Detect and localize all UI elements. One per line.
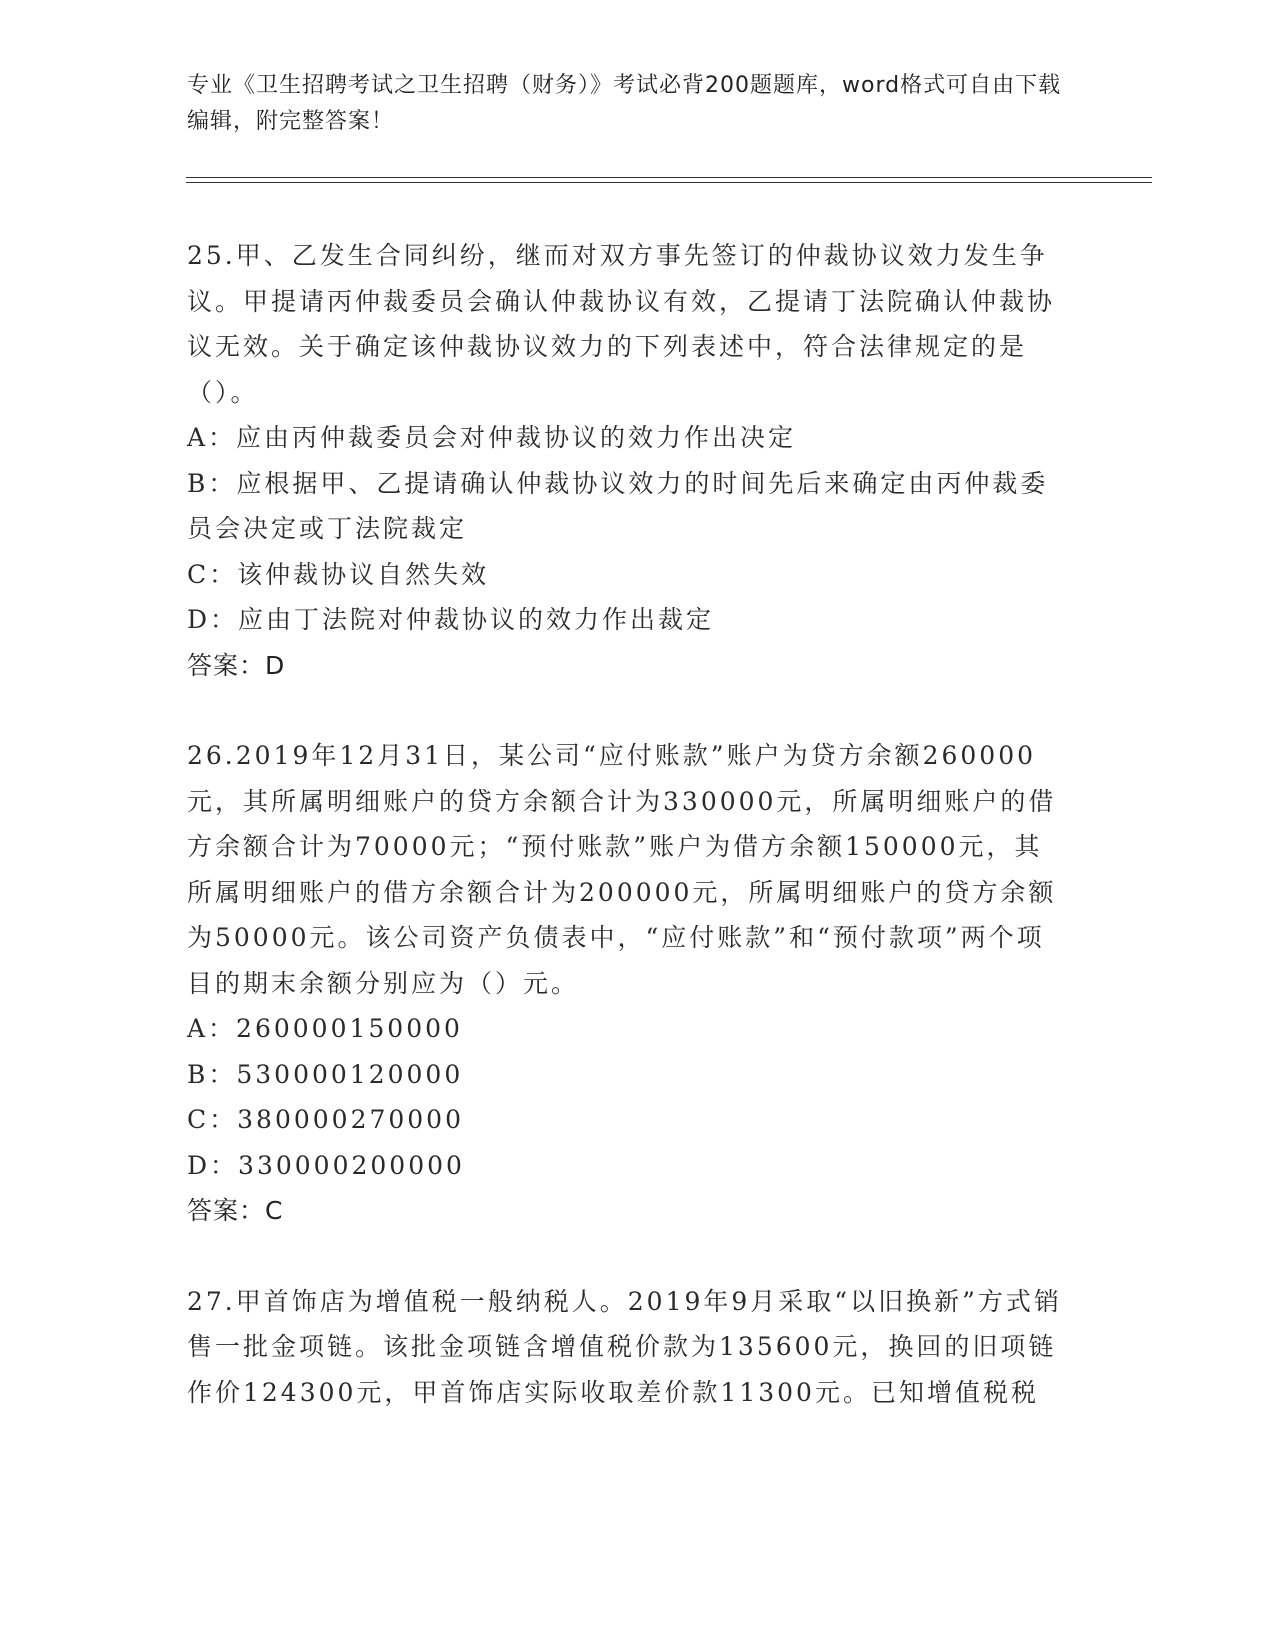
option-a: A：应由丙仲裁委员会对仲裁协议的效力作出决定 [187, 423, 797, 452]
question-27 [187, 1279, 1067, 1416]
option-d: D：330000200000 [187, 1150, 465, 1180]
option-c: C：该仲裁协议自然失效 [187, 559, 490, 589]
question-25 [187, 233, 1067, 688]
question-26 [187, 733, 1067, 1234]
option-b: B：应根据甲、乙提请确认仲裁协议效力的时间先后来确定由丙仲裁委员会决定或丁法院裁定 [187, 468, 1049, 543]
question-stem: 26.2019年12月31日，某公司“应付账款”账户为贷方余额260000元，其所属明细账户的贷方余额合计为330000元，所属明细账户的借方余额合计为70000元；“预付账款”账户为借方余额150000元，其所属明细账户的借方余额合计为200000元，所属明细账户的贷方余额为50000元。该公司资产负债表中，“应付账款”和“预付款项”两个项目的期末余额分别应为（）元。 [187, 741, 1057, 998]
answer-line: 答案：D [187, 650, 286, 680]
question-list [187, 233, 1067, 1460]
option-b: B：530000120000 [187, 1059, 464, 1089]
option-d: D：应由丁法院对仲裁协议的效力作出裁定 [187, 605, 715, 634]
answer-line: 答案：C [187, 1196, 284, 1225]
option-a: A：260000150000 [187, 1014, 463, 1043]
question-stem: 25.甲、乙发生合同纠纷，继而对双方事先签订的仲裁协议效力发生争议。甲提请丙仲裁委员会确认仲裁协议有效，乙提请丁法院确认仲裁协议无效。关于确定该仲裁协议效力的下列表述中，符合法律规定的是（）。 [187, 241, 1056, 407]
document-header [187, 68, 1067, 140]
header-divider-top [186, 177, 1152, 178]
question-stem: 27.甲首饰店为增值税一般纳税人。2019年9月采取“以旧换新”方式销售一批金项链。该批金项链含增值税价款为135600元，换回的旧项链作价124300元，甲首饰店实际收取差价款11300元。已知增值税税 [187, 1286, 1062, 1407]
header-intro-text: 专业《卫生招聘考试之卫生招聘（财务）》考试必背200题题库，word格式可自由下载编辑，附完整答案！ [187, 73, 1062, 134]
option-c: C：380000270000 [187, 1105, 464, 1134]
header-divider-bottom [186, 182, 1152, 183]
